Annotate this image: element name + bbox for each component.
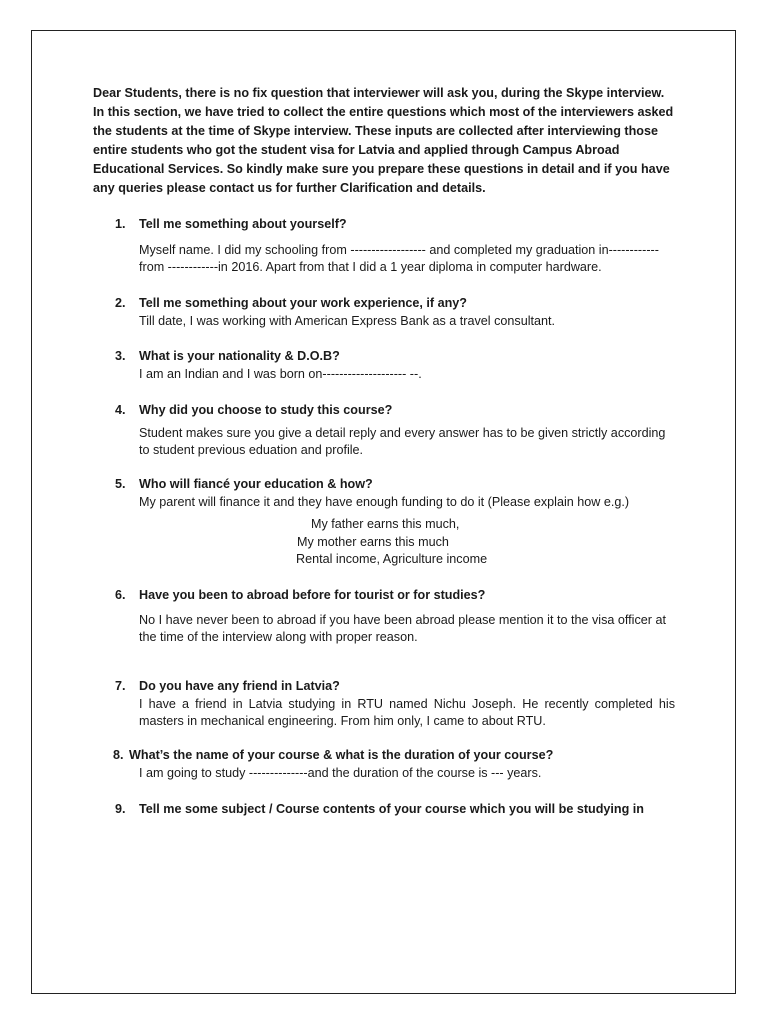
- question-text: Tell me some subject / Course contents of your course which you will be studying in: [139, 801, 645, 816]
- question-block-1: [93, 215, 675, 276]
- question-text: Tell me something about yourself?: [139, 217, 347, 231]
- answer-6: No I have never been to abroad if you have been abroad please mention it to the visa officer at the time of the interview along with proper reason.: [139, 612, 666, 644]
- answer-1: Myself name. I did my schooling from ------------------ and completed my graduation in------------ from ------------in 2016. Apart from that I did a 1 year diploma in computer hardware.: [139, 243, 659, 274]
- question-block-9: [93, 801, 675, 818]
- question-5: [93, 475, 675, 494]
- question-3: [93, 347, 675, 366]
- income-line: My mother earns this much: [297, 534, 449, 549]
- question-7: [93, 677, 675, 696]
- question-text: Who will fiancé your education & how?: [139, 477, 373, 491]
- income-sources: [93, 516, 675, 569]
- question-number: 7.: [115, 678, 126, 693]
- question-block-4: [93, 401, 675, 459]
- answer-8: I am going to study --------------and the duration of the course is --- years.: [139, 765, 542, 780]
- question-block-3: [93, 347, 675, 383]
- answer-2: Till date, I was working with American Express Bank as a travel consultant.: [139, 314, 556, 328]
- intro-paragraph: Dear Students, there is no fix question that interviewer will ask you, during the Skype interview. In this section, we have tried to collect the entire questions which most of the interviewers asked the students at the time of Skype interview. These inputs are collected after interviewing those entire students who got the student visa for Latvia and applied through Campus Abroad Educational Services. So kindly make sure you prepare these questions in detail and if you have any queries please contact us for further Clarification and details.: [93, 86, 674, 195]
- question-number: 6.: [115, 587, 126, 602]
- question-block-6: [93, 586, 675, 646]
- document-body: [93, 84, 675, 818]
- question-number: 1.: [115, 217, 126, 231]
- question-block-5: [93, 475, 675, 569]
- question-number: 2.: [115, 296, 126, 310]
- answer-5: My parent will finance it and they have enough funding to do it (Please explain how e.g.): [139, 495, 630, 509]
- question-number: 5.: [115, 477, 126, 491]
- question-number: 9.: [115, 801, 126, 816]
- question-8: [93, 746, 675, 765]
- question-block-8: [93, 746, 675, 782]
- question-text: Have you been to abroad before for tourist or for studies?: [139, 587, 486, 602]
- question-text: Do you have any friend in Latvia?: [139, 678, 340, 693]
- question-block-7: [93, 677, 675, 730]
- question-9: [93, 801, 675, 818]
- question-4: [93, 401, 675, 420]
- question-text: What is your nationality & D.O.B?: [139, 349, 340, 363]
- income-line: Rental income, Agriculture income: [296, 552, 488, 566]
- answer-4: Student makes sure you give a detail reply and every answer has to be given strictly according to student previous eduation and profile.: [139, 426, 666, 457]
- question-number: 3.: [115, 349, 126, 363]
- question-block-2: [93, 294, 675, 330]
- income-line: My father earns this much,: [311, 517, 460, 531]
- question-text: What’s the name of your course & what is the duration of your course?: [129, 747, 554, 762]
- answer-3: I am an Indian and I was born on-------------------- --.: [139, 367, 422, 381]
- question-text: Why did you choose to study this course?: [139, 403, 393, 417]
- question-number: 4.: [115, 403, 126, 417]
- answer-7: I have a friend in Latvia studying in RTU named Nichu Joseph. He recently completed his masters in mechanical engineering. From him only, I came to about RTU.: [139, 696, 675, 728]
- question-number: 8.: [113, 747, 124, 762]
- question-2: [93, 294, 675, 313]
- question-6: [93, 586, 675, 605]
- question-1: [93, 215, 675, 234]
- question-text: Tell me something about your work experience, if any?: [139, 296, 467, 310]
